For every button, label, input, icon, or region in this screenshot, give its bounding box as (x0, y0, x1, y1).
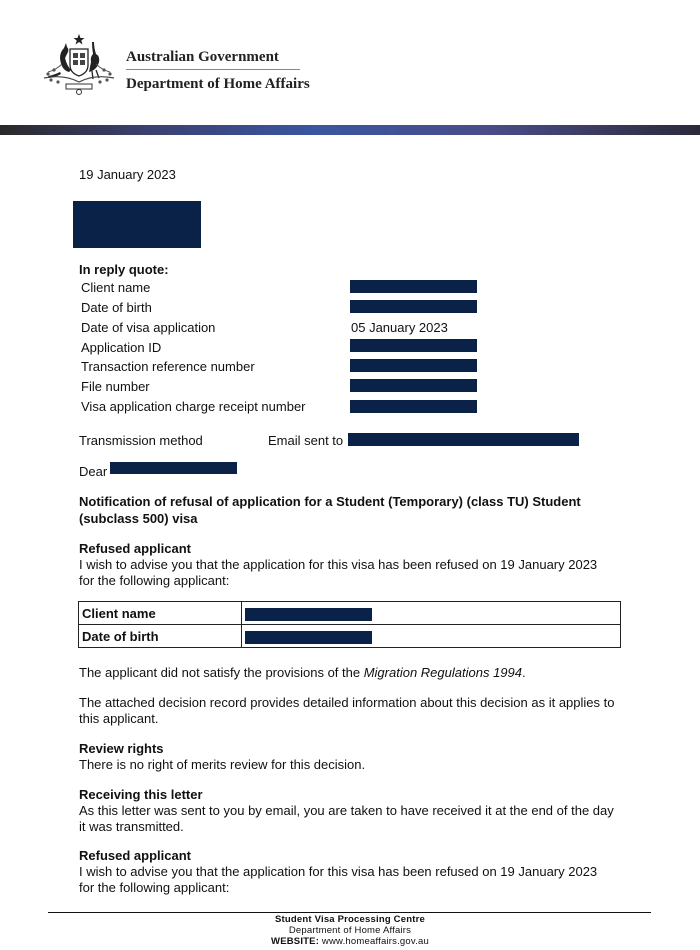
table-value-client-name (242, 602, 621, 625)
letter-date: 19 January 2023 (79, 167, 176, 182)
reply-label-client-name: Client name (81, 280, 151, 295)
coat-of-arms-icon (36, 32, 122, 96)
table-client-name-redaction (245, 608, 372, 621)
footer-website-url[interactable]: www.homeaffairs.gov.au (321, 936, 429, 947)
review-rights-text: There is no right of merits review for this decision. (79, 757, 366, 772)
header-gradient-bar (0, 125, 700, 135)
table-label-date-of-birth: Date of birth (79, 625, 242, 648)
reply-value-transaction-reference-redaction (350, 359, 477, 372)
footer-website (0, 936, 700, 947)
decision-record-text-1: The attached decision record provides detailed information about this decision as it applies to (79, 695, 615, 710)
table-date-of-birth-redaction (245, 631, 372, 644)
table-label-client-name: Client name (79, 602, 242, 625)
footer-centre-name: Student Visa Processing Centre (275, 914, 425, 925)
reply-quote-title: In reply quote: (79, 262, 169, 277)
reply-label-visa-application-date: Date of visa application (81, 320, 216, 335)
refused-applicant-text-3: I wish to advise you that the application for this visa has been refused on 19 January 2023 (79, 864, 598, 879)
table-row (79, 625, 621, 648)
refused-applicant-text-1: I wish to advise you that the application for this visa has been refused on 19 January 2023 (79, 557, 598, 572)
refused-applicant-heading: Refused applicant (79, 541, 191, 556)
reply-label-application-id: Application ID (81, 340, 162, 355)
transmission-method-label: Transmission method (79, 433, 203, 448)
footer-department: Department of Home Affairs (288, 925, 412, 936)
regulations-title: Migration Regulations 1994 (363, 665, 522, 680)
decision-record-text-2: this applicant. (79, 711, 159, 726)
reply-value-visa-application-date: 05 January 2023 (351, 320, 448, 335)
reply-label-file-number: File number (81, 379, 150, 394)
receiving-letter-text-1: As this letter was sent to you by email, you are taken to have received it at the end of the day (79, 803, 614, 818)
coat-of-arms-logo (36, 32, 122, 96)
header-divider (126, 69, 300, 70)
email-address-redaction (348, 433, 579, 446)
receiving-letter-heading: Receiving this letter (79, 787, 203, 802)
government-title: Australian Government (126, 49, 279, 65)
recipient-address-redaction (73, 201, 201, 248)
refused-applicant-text-4: for the following applicant: (79, 880, 230, 895)
review-rights-heading: Review rights (79, 741, 164, 756)
refused-applicant-heading-2: Refused applicant (79, 848, 191, 863)
transmission-method-value: Email sent to (268, 433, 344, 448)
reply-value-file-number-redaction (350, 379, 477, 392)
subject-line-2: (subclass 500) visa (79, 511, 198, 526)
footer-website-label: WEBSITE: (271, 936, 320, 947)
subject-line-1: Notification of refusal of application for a Student (Temporary) (class TU) Student (79, 494, 581, 509)
provisions-suffix: . (522, 665, 526, 680)
salutation: Dear (79, 464, 108, 479)
reply-label-transaction-reference: Transaction reference number (81, 359, 255, 374)
refused-applicant-table (78, 601, 621, 648)
reply-value-client-name-redaction (350, 280, 477, 293)
receiving-letter-text-2: it was transmitted. (79, 819, 184, 834)
table-row (79, 602, 621, 625)
provisions-text (79, 664, 526, 681)
reply-label-vac-receipt-number: Visa application charge receipt number (81, 399, 306, 414)
recipient-name-redaction (110, 462, 237, 474)
department-title: Department of Home Affairs (126, 76, 310, 92)
reply-value-application-id-redaction (350, 339, 477, 352)
provisions-prefix: The applicant did not satisfy the provisions of the (79, 665, 364, 680)
reply-value-date-of-birth-redaction (350, 300, 477, 313)
reply-label-date-of-birth: Date of birth (81, 300, 152, 315)
refused-applicant-text-2: for the following applicant: (79, 573, 230, 588)
reply-value-vac-receipt-number-redaction (350, 400, 477, 413)
footer-divider (48, 912, 651, 913)
table-value-date-of-birth (242, 625, 621, 648)
